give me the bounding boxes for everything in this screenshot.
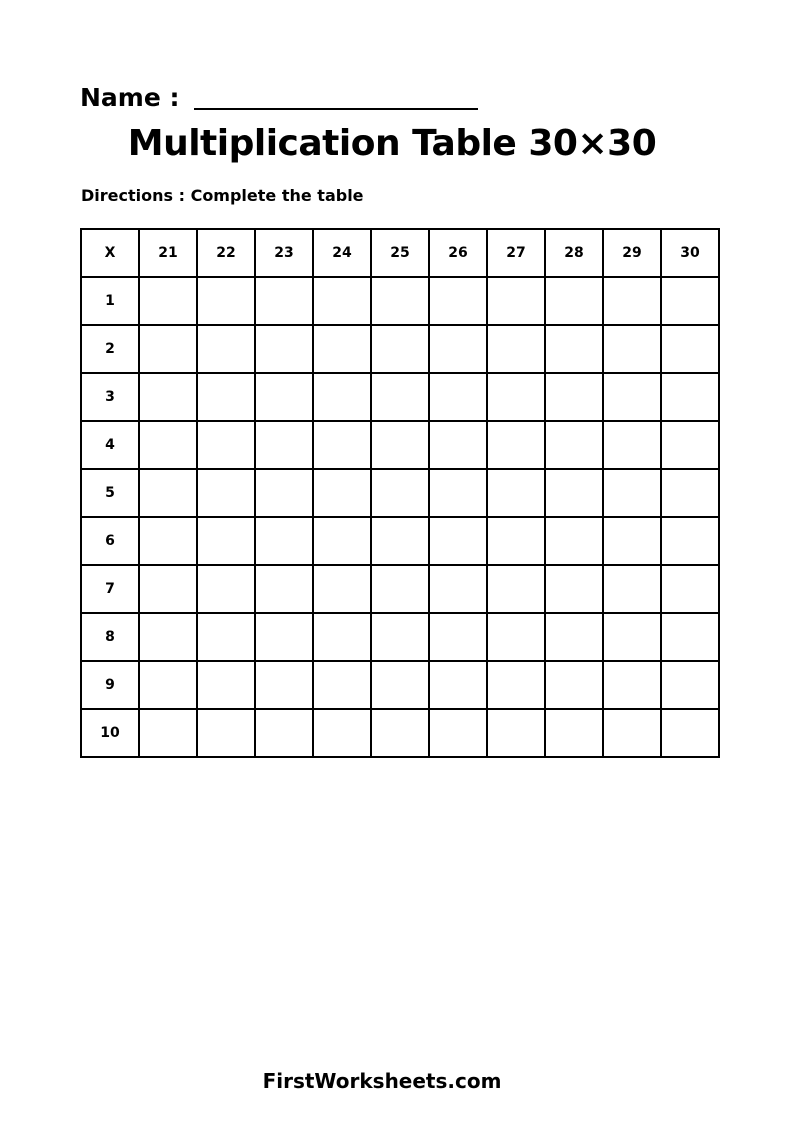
answer-cell[interactable] — [139, 277, 197, 325]
answer-cell[interactable] — [603, 709, 661, 757]
table-row — [81, 661, 719, 709]
answer-cell[interactable] — [429, 565, 487, 613]
table-row — [81, 277, 719, 325]
answer-cell[interactable] — [255, 469, 313, 517]
answer-cell[interactable] — [661, 325, 719, 373]
answer-cell[interactable] — [661, 613, 719, 661]
answer-cell[interactable] — [545, 469, 603, 517]
answer-cell[interactable] — [139, 469, 197, 517]
row-header-9: 9 — [81, 661, 139, 709]
table-header-row — [81, 229, 719, 277]
answer-cell[interactable] — [197, 661, 255, 709]
row-header-2: 2 — [81, 325, 139, 373]
column-header-22: 22 — [197, 229, 255, 277]
answer-cell[interactable] — [197, 517, 255, 565]
answer-cell[interactable] — [545, 709, 603, 757]
row-header-8: 8 — [81, 613, 139, 661]
answer-cell[interactable] — [313, 709, 371, 757]
answer-cell[interactable] — [545, 517, 603, 565]
table-row — [81, 373, 719, 421]
name-row — [80, 78, 478, 114]
answer-cell[interactable] — [313, 469, 371, 517]
table-row — [81, 517, 719, 565]
answer-cell[interactable] — [255, 421, 313, 469]
answer-cell[interactable] — [661, 373, 719, 421]
table-row — [81, 421, 719, 469]
column-header-24: 24 — [313, 229, 371, 277]
table-corner-cell: X — [81, 229, 139, 277]
answer-cell[interactable] — [429, 325, 487, 373]
answer-cell[interactable] — [661, 661, 719, 709]
answer-cell[interactable] — [371, 421, 429, 469]
column-header-26: 26 — [429, 229, 487, 277]
answer-cell[interactable] — [139, 373, 197, 421]
answer-cell[interactable] — [603, 373, 661, 421]
name-label: Name : — [80, 83, 180, 112]
answer-cell[interactable] — [603, 421, 661, 469]
answer-cell[interactable] — [371, 709, 429, 757]
answer-cell[interactable] — [313, 565, 371, 613]
answer-cell[interactable] — [545, 277, 603, 325]
answer-cell[interactable] — [603, 661, 661, 709]
answer-cell[interactable] — [139, 325, 197, 373]
answer-cell[interactable] — [603, 277, 661, 325]
answer-cell[interactable] — [487, 277, 545, 325]
answer-cell[interactable] — [313, 421, 371, 469]
answer-cell[interactable] — [371, 661, 429, 709]
answer-cell[interactable] — [139, 709, 197, 757]
column-header-27: 27 — [487, 229, 545, 277]
answer-cell[interactable] — [487, 709, 545, 757]
answer-cell[interactable] — [371, 613, 429, 661]
table-row — [81, 469, 719, 517]
answer-cell[interactable] — [371, 517, 429, 565]
answer-cell[interactable] — [545, 613, 603, 661]
answer-cell[interactable] — [545, 565, 603, 613]
answer-cell[interactable] — [139, 661, 197, 709]
answer-cell[interactable] — [487, 517, 545, 565]
column-header-28: 28 — [545, 229, 603, 277]
answer-cell[interactable] — [139, 421, 197, 469]
column-header-30: 30 — [661, 229, 719, 277]
answer-cell[interactable] — [313, 613, 371, 661]
row-header-1: 1 — [81, 277, 139, 325]
answer-cell[interactable] — [661, 565, 719, 613]
answer-cell[interactable] — [661, 469, 719, 517]
answer-cell[interactable] — [139, 565, 197, 613]
table-row — [81, 709, 719, 757]
answer-cell[interactable] — [371, 565, 429, 613]
column-header-25: 25 — [371, 229, 429, 277]
name-input-line[interactable] — [194, 81, 478, 110]
answer-cell[interactable] — [487, 469, 545, 517]
answer-cell[interactable] — [371, 277, 429, 325]
answer-cell[interactable] — [487, 421, 545, 469]
answer-cell[interactable] — [429, 613, 487, 661]
row-header-3: 3 — [81, 373, 139, 421]
multiplication-table — [80, 228, 720, 758]
answer-cell[interactable] — [255, 613, 313, 661]
answer-cell[interactable] — [313, 661, 371, 709]
answer-cell[interactable] — [197, 565, 255, 613]
row-header-5: 5 — [81, 469, 139, 517]
answer-cell[interactable] — [429, 709, 487, 757]
answer-cell[interactable] — [197, 469, 255, 517]
answer-cell[interactable] — [197, 613, 255, 661]
table-row — [81, 613, 719, 661]
row-header-7: 7 — [81, 565, 139, 613]
answer-cell[interactable] — [371, 469, 429, 517]
answer-cell[interactable] — [313, 373, 371, 421]
answer-cell[interactable] — [603, 325, 661, 373]
answer-cell[interactable] — [487, 325, 545, 373]
answer-cell[interactable] — [603, 517, 661, 565]
answer-cell[interactable] — [661, 421, 719, 469]
row-header-10: 10 — [81, 709, 139, 757]
page-title: Multiplication Table 30×30 — [127, 123, 657, 164]
answer-cell[interactable] — [197, 325, 255, 373]
answer-cell[interactable] — [545, 373, 603, 421]
answer-cell[interactable] — [545, 421, 603, 469]
table-row — [81, 565, 719, 613]
answer-cell[interactable] — [313, 517, 371, 565]
answer-cell[interactable] — [255, 373, 313, 421]
answer-cell[interactable] — [197, 373, 255, 421]
answer-cell[interactable] — [429, 661, 487, 709]
answer-cell[interactable] — [255, 661, 313, 709]
answer-cell[interactable] — [313, 325, 371, 373]
answer-cell[interactable] — [661, 517, 719, 565]
answer-cell[interactable] — [313, 277, 371, 325]
answer-cell[interactable] — [661, 709, 719, 757]
answer-cell[interactable] — [487, 661, 545, 709]
answer-cell[interactable] — [139, 613, 197, 661]
table-row — [81, 325, 719, 373]
answer-cell[interactable] — [197, 709, 255, 757]
answer-cell[interactable] — [545, 661, 603, 709]
answer-cell[interactable] — [197, 421, 255, 469]
answer-cell[interactable] — [255, 709, 313, 757]
answer-cell[interactable] — [603, 469, 661, 517]
footer-site: FirstWorksheets.com — [262, 1069, 502, 1093]
answer-cell[interactable] — [371, 373, 429, 421]
answer-cell[interactable] — [197, 277, 255, 325]
row-header-6: 6 — [81, 517, 139, 565]
answer-cell[interactable] — [429, 469, 487, 517]
answer-cell[interactable] — [603, 613, 661, 661]
answer-cell[interactable] — [545, 325, 603, 373]
answer-cell[interactable] — [487, 373, 545, 421]
answer-cell[interactable] — [255, 517, 313, 565]
answer-cell[interactable] — [371, 325, 429, 373]
answer-cell[interactable] — [661, 277, 719, 325]
answer-cell[interactable] — [429, 517, 487, 565]
answer-cell[interactable] — [429, 421, 487, 469]
answer-cell[interactable] — [487, 565, 545, 613]
answer-cell[interactable] — [487, 613, 545, 661]
answer-cell[interactable] — [429, 373, 487, 421]
column-header-23: 23 — [255, 229, 313, 277]
answer-cell[interactable] — [255, 565, 313, 613]
answer-cell[interactable] — [603, 565, 661, 613]
directions-text: Directions : Complete the table — [81, 186, 364, 205]
answer-cell[interactable] — [139, 517, 197, 565]
row-header-4: 4 — [81, 421, 139, 469]
column-header-21: 21 — [139, 229, 197, 277]
answer-cell[interactable] — [255, 325, 313, 373]
column-header-29: 29 — [603, 229, 661, 277]
answer-cell[interactable] — [255, 277, 313, 325]
answer-cell[interactable] — [429, 277, 487, 325]
